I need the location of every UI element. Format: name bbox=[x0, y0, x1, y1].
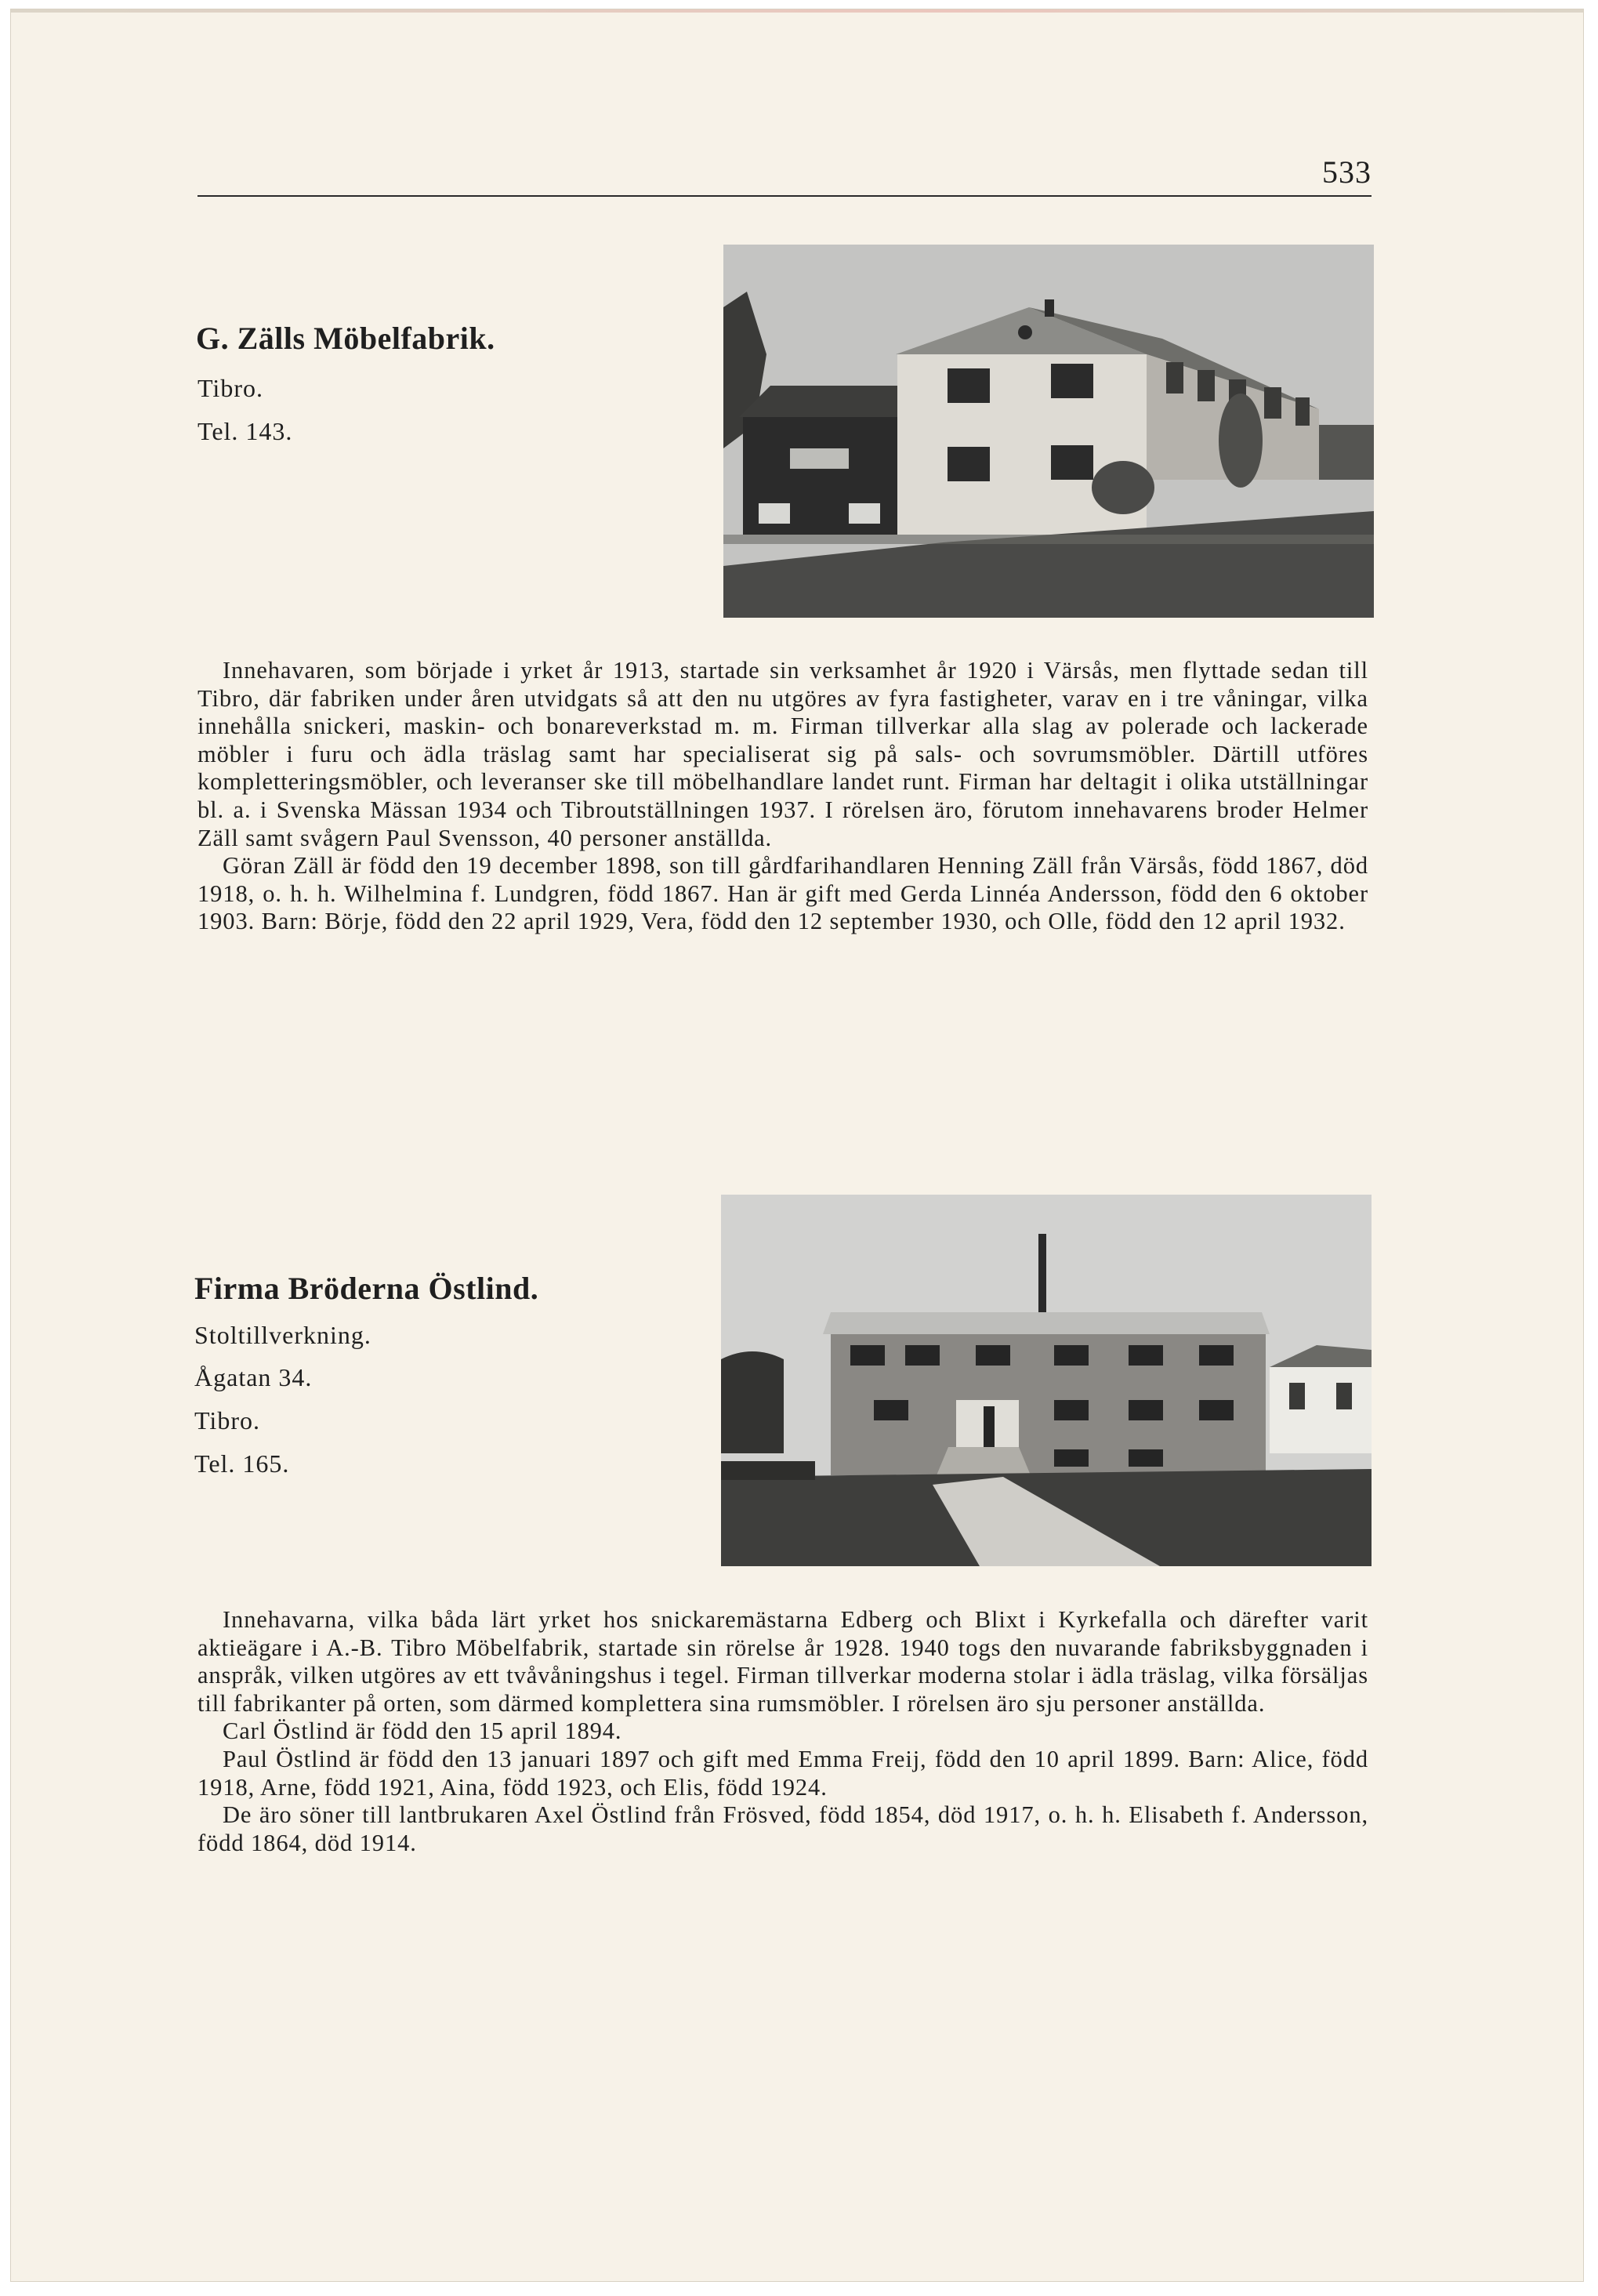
entry-heading: G. Zälls Möbelfabrik. bbox=[196, 321, 495, 356]
entry-info-line: Stoltillverkning. bbox=[194, 1321, 371, 1349]
brick-factory-photo bbox=[721, 1195, 1372, 1566]
entry-paragraph: Paul Östlind är född den 13 januari 1897 och gift med Emma Freij, född den 10 april 1899. Barn: Alice, född 1918, Arne, född 1921, Aina, född 1923, och Elis, född 1924. bbox=[197, 1745, 1368, 1801]
entry-paragraph: Göran Zäll är född den 19 december 1898, son till gårdfarihandlaren Henning Zäll från Värsås, född 1867, död 1918, o. h. h. Wilhelmina f. Lundgren, född 1867. Han är gift med Gerda Linnéa Andersson, född den 6 oktober 1903. Barn: Börje, född den 22 april 1929, Vera, född den 12 september 1930, och Olle, född den 12 april 1932. bbox=[197, 852, 1368, 935]
entry-paragraph: Innehavarna, vilka båda lärt yrket hos snickaremästarna Edberg och Blixt i Kyrkefalla och därefter varit aktieägare i A.-B. Tibro Möbelfabrik, startade sin rörelse år 1928. 1940 togs den nuvarande fabriksbyggnaden i anspråk, vilken utgöres av ett tvåvåningshus i tegel. Firman tillverkar moderna stolar i ädla träslag, vilka försäljas till fabrikanter på orten, som därmed komplettera sina rumsmöbler. I rörelsen äro sju personer anställda. bbox=[197, 1606, 1368, 1717]
sheet-top-edge bbox=[11, 9, 1583, 13]
entry-heading: Firma Bröderna Östlind. bbox=[194, 1271, 539, 1306]
entry-info-line: Tel. 143. bbox=[197, 417, 293, 445]
entry-paragraph: Innehavaren, som började i yrket år 1913, startade sin verksamhet år 1920 i Värsås, men flyttade sedan till Tibro, där fabriken under åren utvidgats så att den nu utgöres av fyra fastigheter, varav en i tre våningar, vilka innehålla snickeri, maskin- och bonareverkstad m. m. Firman tillverkar alla slag av polerade och lackerade möbler i furu och ädla träslag samt har specialiserat sig på sals- och sovrumsmöbler. Därtill utföres kompletteringsmöbler, och leveranser ske till möbelhandlare landet runt. Firman har deltagit i olika utställningar bl. a. i Svenska Mässan 1934 och Tibroutställningen 1937. I rörelsen äro, förutom innehavarens broder Helmer Zäll samt svågern Paul Svensson, 40 personer anställda. bbox=[197, 657, 1368, 851]
entry-info-line: Tibro. bbox=[194, 1406, 260, 1435]
entry-info-line: Tibro. bbox=[197, 374, 263, 402]
entry-info-line: Ågatan 34. bbox=[194, 1363, 313, 1391]
entry-body bbox=[197, 657, 1368, 936]
entry-body bbox=[197, 1606, 1368, 1857]
entry-info-line: Tel. 165. bbox=[194, 1449, 290, 1478]
entry-paragraph: Carl Östlind är född den 15 april 1894. bbox=[223, 1717, 622, 1745]
entry-paragraph: De äro söner till lantbrukaren Axel Östlind från Frösved, född 1854, död 1917, o. h. h. Elisabeth f. Andersson, född 1864, död 1914. bbox=[197, 1801, 1368, 1856]
page-number: 533 bbox=[1322, 154, 1372, 190]
header-rule bbox=[197, 195, 1372, 197]
factory-building-photo bbox=[723, 245, 1374, 618]
